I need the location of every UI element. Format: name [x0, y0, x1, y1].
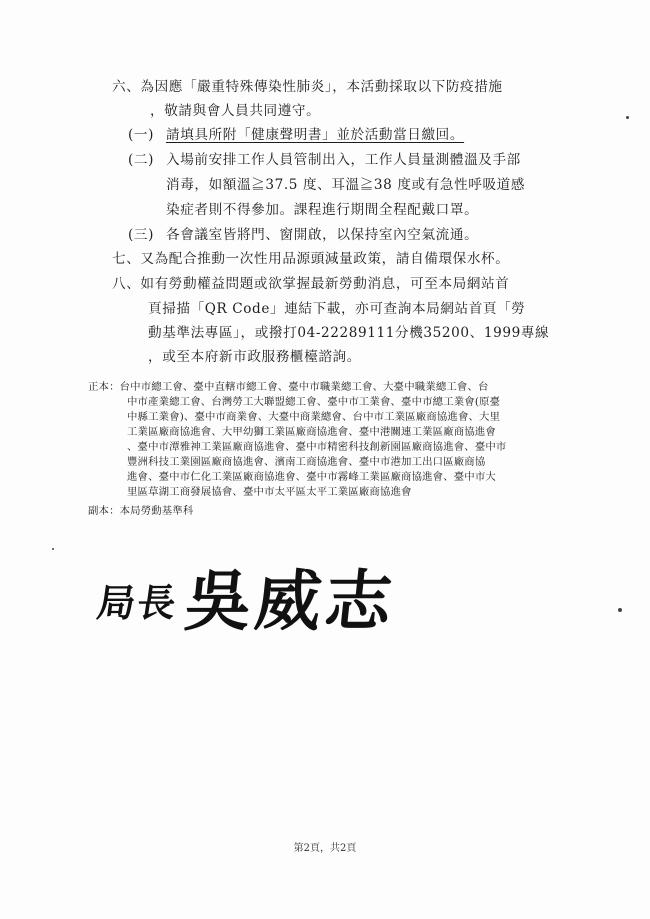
- item-six-1-number: (一): [128, 127, 155, 143]
- page-number: 第2頁，共2頁: [293, 843, 357, 854]
- distribution-line-3: 中縣工業會)、臺中市商業會、大臺中商業總會、台中市工業區廠商協進會、大里: [127, 411, 501, 423]
- item-six-line-2: ，敬請與會人員共同遵守。: [150, 103, 321, 119]
- item-six-2-line-2: 消毒，如額溫≧37.5 度、耳溫≧38 度或有急性呼吸道感: [166, 177, 526, 193]
- item-six-2-line-3: 染症者則不得參加。課程進行期間全程配戴口罩。: [166, 202, 479, 218]
- item-eight-line-3: 動基準法專區」，或撥打04-22289111分機35200、1999專線: [148, 325, 550, 341]
- item-six-3-text: 各會議室皆將門、窗開啟，以保持室內空氣流通。: [166, 227, 479, 243]
- distribution-line-2: 中市產業總工會、台灣勞工大聯盟總工會、臺中市工業會、臺中市總工業會(原臺: [127, 396, 501, 408]
- distribution-line-7: 進會、臺中市仁化工業區廠商協進會、臺中市霧峰工業區廠商協進會、臺中市大: [127, 471, 496, 483]
- scan-speck: [618, 608, 622, 612]
- item-eight-line-2: 頁掃描「QR Code」連結下載，亦可查詢本局網站首頁「勞: [148, 301, 526, 317]
- item-six-line-1: 六、為因應「嚴重特殊傳染性肺炎」，本活動採取以下防疫措施: [112, 79, 503, 95]
- distribution-line-1: 正本：台中市總工會、臺中直轄市總工會、臺中市職業總工會、大臺中職業總工會、台: [88, 381, 489, 393]
- distribution-line-4: 工業區廠商協進會、大甲幼獅工業區廠商協進會、臺中港關連工業區廠商協進會: [127, 426, 496, 438]
- signature-title: 局長: [94, 580, 181, 625]
- copy-recipient: 副本：本局勞動基準科: [88, 505, 194, 517]
- item-eight-line-4: ，或至本府新市政服務櫃檯諮詢。: [148, 349, 361, 365]
- scan-speck: [52, 548, 54, 550]
- item-six-2-line-1: 入場前安排工作人員管制出入，工作人員量測體溫及手部: [166, 152, 521, 168]
- item-six-2-number: (二): [128, 152, 155, 168]
- item-six-3-number: (三): [128, 227, 155, 243]
- item-eight-line-1: 八、如有勞動權益問題或欲掌握最新勞動消息，可至本局網站首: [112, 276, 510, 292]
- distribution-line-6: 豐洲科技工業園區廠商協進會、濱南工商協進會、臺中市港加工出口區廠商協: [127, 456, 486, 468]
- signature-name: 吳威志: [181, 562, 400, 640]
- item-six-1-text: 請填具所附「健康聲明書」並於活動當日繳回。: [166, 127, 465, 143]
- distribution-line-8: 里區草湖工商發展協會、臺中市太平區太平工業區廠商協進會: [127, 486, 412, 498]
- distribution-line-5: 、臺中市潭雅神工業區廠商協進會、臺中市精密科技創新園區廠商協進會、臺中市: [127, 441, 507, 453]
- scan-speck: [626, 116, 629, 119]
- item-seven-line: 七、又為配合推動一次性用品源頭減量政策，請自備環保水杯。: [112, 251, 510, 267]
